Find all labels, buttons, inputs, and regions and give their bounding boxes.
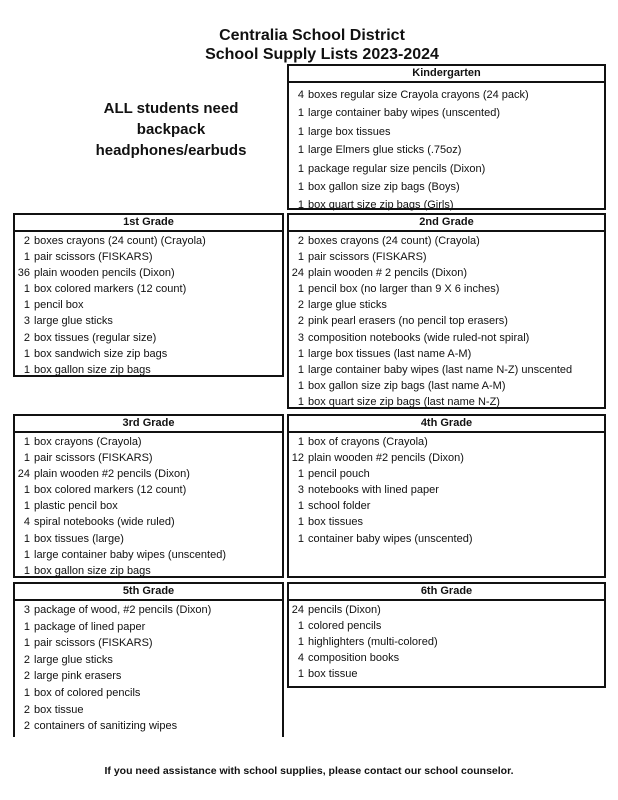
supply-item (15, 619, 282, 636)
item-description: pink pearl erasers (no pencil top erasers) (308, 315, 508, 328)
item-description: containers of sanitizing wipes (34, 720, 178, 733)
supply-item (289, 346, 604, 362)
supply-item (289, 297, 604, 313)
supply-item (15, 563, 282, 579)
supply-item (289, 249, 604, 265)
item-quantity: 2 (297, 315, 304, 328)
all-students-item-backpack: backpack (136, 121, 206, 138)
item-description: box tissues (308, 516, 364, 529)
item-description: box crayons (Crayola) (34, 436, 142, 448)
supply-item (289, 104, 604, 122)
item-description: plain wooden pencils (Dixon) (34, 267, 175, 280)
item-description: package of wood, #2 pencils (Dixon) (34, 604, 212, 616)
supply-item (15, 313, 282, 329)
item-description: box sandwich size zip bags (34, 347, 168, 360)
supply-item (15, 362, 282, 378)
supply-item (15, 718, 282, 735)
item-description: box tissues (regular size) (34, 331, 157, 344)
supply-item (289, 602, 604, 618)
supply-item (15, 450, 282, 466)
item-description: large pink erasers (34, 670, 122, 683)
item-quantity: 2 (23, 653, 30, 666)
item-quantity: 4 (297, 652, 304, 665)
supply-item (15, 265, 282, 281)
item-quantity: 1 (23, 251, 30, 264)
grade-6-list (287, 582, 606, 688)
supply-item (289, 434, 604, 450)
item-quantity: 1 (23, 299, 30, 312)
item-description: large box tissues (last name A-M) (308, 347, 472, 360)
item-quantity: 1 (23, 347, 30, 360)
item-quantity: 1 (297, 181, 304, 194)
grade-5-heading: 5th Grade (15, 584, 282, 601)
item-quantity: 1 (23, 283, 30, 296)
item-description: composition books (308, 652, 400, 665)
item-description: pencils (Dixon) (308, 604, 381, 616)
item-description: large Elmers glue sticks (.75oz) (308, 144, 462, 157)
item-description: pair scissors (FISKARS) (34, 637, 153, 650)
item-quantity: 1 (23, 484, 30, 497)
all-students-item-headphones: headphones/earbuds (95, 142, 247, 159)
item-quantity: 12 (291, 452, 304, 465)
item-description: plain wooden #2 pencils (Dixon) (34, 468, 190, 481)
item-description: package regular size pencils (Dixon) (308, 162, 486, 175)
item-quantity: 1 (23, 548, 30, 561)
item-description: boxes crayons (24 count) (Crayola) (34, 235, 206, 247)
grade-2-heading: 2nd Grade (289, 215, 604, 232)
item-quantity: 1 (297, 162, 304, 175)
item-description: plastic pencil box (34, 500, 118, 513)
item-quantity: 1 (297, 251, 304, 264)
all-students-line: ALL students need (103, 100, 239, 117)
item-description: pencil box (34, 299, 84, 312)
supply-item (15, 498, 282, 514)
supply-item (289, 160, 604, 178)
kindergarten-list (287, 64, 606, 210)
footer-note: If you need assistance with school supplies, please contact our school counselor. (104, 765, 514, 777)
supply-item (289, 634, 604, 650)
item-quantity: 2 (297, 235, 304, 247)
item-description: colored pencils (308, 620, 382, 633)
item-description: box tissues (large) (34, 532, 124, 545)
item-quantity: 3 (23, 315, 30, 328)
item-quantity: 1 (23, 637, 30, 650)
item-quantity: 1 (297, 500, 304, 513)
item-description: boxes crayons (24 count) (Crayola) (308, 235, 480, 247)
supply-item (15, 297, 282, 313)
supply-item (289, 394, 604, 410)
item-quantity: 1 (297, 532, 304, 545)
supply-item (289, 378, 604, 394)
supply-item (289, 265, 604, 281)
item-description: box tissue (308, 668, 358, 681)
item-description: box quart size zip bags (last name N-Z) (308, 395, 500, 408)
supply-item (15, 702, 282, 719)
item-quantity: 1 (23, 532, 30, 545)
item-description: spiral notebooks (wide ruled) (34, 516, 175, 529)
supply-item (15, 531, 282, 547)
item-quantity: 1 (23, 564, 30, 577)
grade-6-heading: 6th Grade (289, 584, 604, 601)
item-quantity: 24 (291, 267, 304, 280)
supply-item (15, 466, 282, 482)
supply-item (15, 652, 282, 669)
supply-item (289, 482, 604, 498)
supply-item (15, 635, 282, 652)
item-description: plain wooden #2 pencils (Dixon) (308, 452, 464, 465)
supply-item (289, 123, 604, 141)
item-quantity: 1 (297, 283, 304, 296)
item-quantity: 1 (23, 500, 30, 513)
supply-item (289, 650, 604, 666)
item-description: large container baby wipes (unscented) (308, 107, 501, 120)
supply-item (289, 450, 604, 466)
page-title: School Supply Lists 2023-2024 (205, 46, 439, 63)
grade-5-list (13, 582, 284, 737)
kindergarten-heading: Kindergarten (289, 66, 604, 83)
item-description: large glue sticks (34, 315, 113, 328)
item-quantity: 2 (23, 235, 30, 247)
item-quantity: 1 (297, 436, 304, 448)
item-quantity: 3 (23, 604, 30, 616)
item-description: pair scissors (FISKARS) (308, 251, 427, 264)
supply-item (289, 281, 604, 297)
item-quantity: 1 (23, 620, 30, 633)
supply-item (289, 498, 604, 514)
item-quantity: 2 (297, 299, 304, 312)
item-quantity: 36 (17, 267, 30, 280)
item-quantity: 1 (297, 107, 304, 120)
item-description: large box tissues (308, 125, 391, 138)
supply-item (289, 514, 604, 530)
supply-item (15, 482, 282, 498)
supply-item (15, 547, 282, 563)
item-description: box tissue (34, 703, 84, 716)
district-name: Centralia School District (219, 27, 405, 44)
item-quantity: 1 (297, 347, 304, 360)
item-description: large container baby wipes (last name N-Z) unscented (308, 363, 573, 376)
supply-item (15, 685, 282, 702)
item-description: box of crayons (Crayola) (308, 436, 428, 448)
item-quantity: 4 (23, 516, 30, 529)
item-description: box gallon size zip bags (last name A-M) (308, 379, 506, 392)
item-quantity: 1 (297, 199, 304, 212)
grade-1-list (13, 213, 284, 377)
item-quantity: 1 (23, 452, 30, 465)
grade-4-heading: 4th Grade (289, 416, 604, 433)
item-description: box gallon size zip bags (Boys) (308, 181, 460, 194)
item-quantity: 24 (291, 604, 304, 616)
supply-item (289, 531, 604, 547)
supply-item (289, 233, 604, 249)
item-quantity: 1 (297, 363, 304, 376)
supply-item (289, 141, 604, 159)
all-students-note (60, 98, 282, 161)
supply-item (289, 666, 604, 682)
item-description: pencil box (no larger than 9 X 6 inches) (308, 283, 500, 296)
supply-item (15, 668, 282, 685)
supply-item (15, 602, 282, 619)
item-quantity: 4 (297, 89, 304, 101)
item-description: composition notebooks (wide ruled-not spiral) (308, 331, 530, 344)
item-quantity: 2 (23, 670, 30, 683)
item-description: large container baby wipes (unscented) (34, 548, 227, 561)
item-quantity: 1 (297, 636, 304, 649)
item-quantity: 1 (23, 363, 30, 376)
supply-item (15, 514, 282, 530)
item-quantity: 1 (297, 620, 304, 633)
supply-item (289, 313, 604, 329)
item-description: box gallon size zip bags (34, 363, 151, 376)
item-description: box of colored pencils (34, 686, 141, 699)
supply-item (15, 281, 282, 297)
item-description: large glue sticks (34, 653, 113, 666)
item-description: box colored markers (12 count) (34, 484, 187, 497)
grade-1-heading: 1st Grade (15, 215, 282, 232)
grade-3-list (13, 414, 284, 578)
item-description: box colored markers (12 count) (34, 283, 187, 296)
item-description: pencil pouch (308, 468, 370, 481)
item-description: pair scissors (FISKARS) (34, 251, 153, 264)
item-description: box gallon size zip bags (34, 564, 151, 577)
grade-2-list (287, 213, 606, 409)
item-quantity: 1 (297, 379, 304, 392)
item-quantity: 1 (23, 686, 30, 699)
item-description: large glue sticks (308, 299, 387, 312)
item-quantity: 1 (297, 668, 304, 681)
supply-item (15, 330, 282, 346)
supply-item (289, 362, 604, 378)
item-description: package of lined paper (34, 620, 146, 633)
item-description: school folder (308, 500, 371, 513)
item-quantity: 1 (297, 516, 304, 529)
grade-3-heading: 3rd Grade (15, 416, 282, 433)
item-quantity: 1 (23, 436, 30, 448)
supply-item (15, 346, 282, 362)
item-quantity: 2 (23, 720, 30, 733)
item-quantity: 1 (297, 395, 304, 408)
item-description: plain wooden # 2 pencils (Dixon) (308, 267, 467, 280)
supply-item (289, 466, 604, 482)
supply-item (289, 330, 604, 346)
item-quantity: 3 (297, 484, 304, 497)
item-quantity: 3 (297, 331, 304, 344)
supply-item (289, 86, 604, 104)
item-quantity: 1 (297, 125, 304, 138)
item-description: pair scissors (FISKARS) (34, 452, 153, 465)
item-description: box quart size zip bags (Girls) (308, 199, 454, 212)
item-quantity: 2 (23, 331, 30, 344)
item-quantity: 24 (17, 468, 30, 481)
item-description: notebooks with lined paper (308, 484, 439, 497)
grade-4-list (287, 414, 606, 578)
item-quantity: 1 (297, 468, 304, 481)
item-quantity: 2 (23, 703, 30, 716)
item-description: highlighters (multi-colored) (308, 636, 438, 649)
supply-item (289, 618, 604, 634)
item-description: boxes regular size Crayola crayons (24 pack) (308, 89, 529, 101)
supply-item (289, 178, 604, 196)
supply-item (15, 434, 282, 450)
supply-item (15, 249, 282, 265)
supply-item (15, 233, 282, 249)
item-description: container baby wipes (unscented) (308, 532, 473, 545)
item-quantity: 1 (297, 144, 304, 157)
